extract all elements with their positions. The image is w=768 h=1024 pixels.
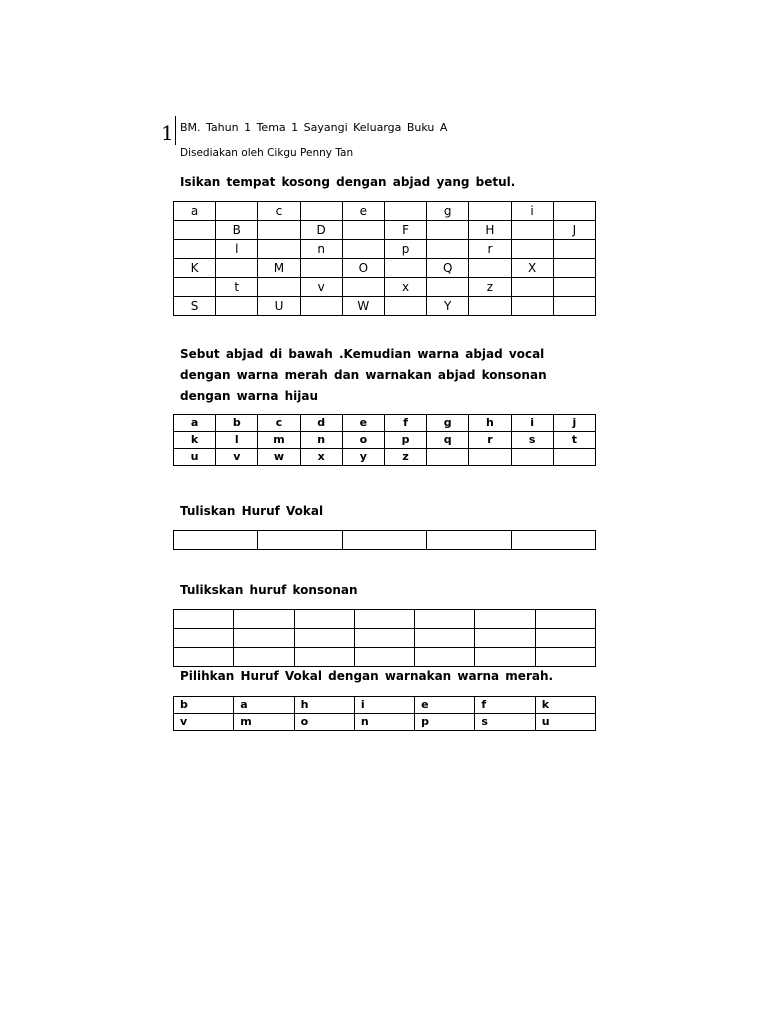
letter-cell: v <box>216 449 258 466</box>
letter-cell: f <box>384 415 426 432</box>
letter-cell <box>427 449 469 466</box>
letter-cell: n <box>300 240 342 259</box>
letter-cell: e <box>415 697 475 714</box>
letter-cell <box>469 202 511 221</box>
letter-cell <box>511 278 553 297</box>
letter-cell: i <box>511 415 553 432</box>
letter-cell: a <box>234 697 294 714</box>
letter-cell <box>300 297 342 316</box>
worksheet-author: Disediakan oleh Cikgu Penny Tan <box>180 147 354 159</box>
letter-cell: o <box>294 714 354 731</box>
letter-cell: K <box>174 259 216 278</box>
letter-cell: u <box>535 714 595 731</box>
table-row <box>174 240 596 259</box>
answer-cell <box>258 531 342 550</box>
alphabet-color-table <box>173 414 596 466</box>
letter-cell: H <box>469 221 511 240</box>
letter-cell: u <box>174 449 216 466</box>
letter-cell: n <box>354 714 414 731</box>
letter-cell <box>384 297 426 316</box>
letter-cell <box>469 259 511 278</box>
letter-cell <box>174 240 216 259</box>
vowel-answer-table <box>173 530 596 550</box>
table-row <box>174 259 596 278</box>
letter-cell <box>216 202 258 221</box>
answer-cell <box>511 531 595 550</box>
letter-cell: e <box>342 415 384 432</box>
letter-cell: Y <box>427 297 469 316</box>
letter-cell: i <box>354 697 414 714</box>
letter-cell: k <box>174 432 216 449</box>
letter-cell: s <box>511 432 553 449</box>
letter-cell: p <box>415 714 475 731</box>
letter-cell: D <box>300 221 342 240</box>
letter-cell: g <box>427 415 469 432</box>
letter-cell: b <box>216 415 258 432</box>
letter-cell: y <box>342 449 384 466</box>
letter-cell: p <box>384 432 426 449</box>
letter-cell: M <box>258 259 300 278</box>
letter-cell: s <box>475 714 535 731</box>
answer-cell <box>234 629 294 648</box>
table-row <box>174 648 596 667</box>
table-row <box>174 278 596 297</box>
letter-cell: r <box>469 240 511 259</box>
letter-cell: r <box>469 432 511 449</box>
letter-cell: l <box>216 240 258 259</box>
letter-cell: e <box>342 202 384 221</box>
letter-cell <box>258 278 300 297</box>
letter-cell: c <box>258 415 300 432</box>
table-row <box>174 432 596 449</box>
answer-cell <box>415 610 475 629</box>
answer-cell <box>354 629 414 648</box>
letter-cell: J <box>553 221 595 240</box>
answer-cell <box>475 648 535 667</box>
table-row <box>174 714 596 731</box>
letter-cell <box>553 278 595 297</box>
letter-cell <box>553 240 595 259</box>
letter-cell <box>384 202 426 221</box>
letter-cell <box>511 221 553 240</box>
letter-cell <box>511 449 553 466</box>
letter-cell: c <box>258 202 300 221</box>
letter-cell: l <box>216 432 258 449</box>
answer-cell <box>475 629 535 648</box>
letter-cell <box>553 259 595 278</box>
letter-cell: S <box>174 297 216 316</box>
answer-cell <box>475 610 535 629</box>
section3-instruction: Tuliskan Huruf Vokal <box>180 504 324 518</box>
page-number: 1 <box>161 121 174 145</box>
table-row <box>174 531 596 550</box>
worksheet-title: BM. Tahun 1 Tema 1 Sayangi Keluarga Buku A <box>180 121 448 134</box>
letter-cell <box>342 278 384 297</box>
letter-cell <box>469 297 511 316</box>
letter-cell <box>553 202 595 221</box>
letter-cell <box>258 240 300 259</box>
section4-instruction: Tulikskan huruf konsonan <box>180 583 358 597</box>
vowel-pick-table <box>173 696 596 731</box>
answer-cell <box>174 629 234 648</box>
letter-cell: h <box>294 697 354 714</box>
letter-cell <box>174 278 216 297</box>
table-row <box>174 415 596 432</box>
letter-cell: i <box>511 202 553 221</box>
section2-instruction: Sebut abjad di bawah .Kemudian warna abjad vocal dengan warna merah dan warnakan abjad konsonan dengan warna hijau <box>180 347 547 403</box>
answer-cell <box>234 610 294 629</box>
letter-cell: g <box>427 202 469 221</box>
letter-cell <box>553 449 595 466</box>
answer-cell <box>294 629 354 648</box>
letter-cell: w <box>258 449 300 466</box>
letter-cell: a <box>174 415 216 432</box>
letter-cell <box>216 297 258 316</box>
answer-cell <box>234 648 294 667</box>
letter-cell: z <box>469 278 511 297</box>
letter-cell <box>384 259 426 278</box>
letter-cell: h <box>469 415 511 432</box>
letter-cell: O <box>342 259 384 278</box>
letter-cell <box>174 221 216 240</box>
answer-cell <box>342 531 426 550</box>
answer-cell <box>535 629 595 648</box>
letter-cell: b <box>174 697 234 714</box>
letter-cell: z <box>384 449 426 466</box>
letter-cell <box>342 221 384 240</box>
letter-cell: v <box>174 714 234 731</box>
letter-cell <box>300 202 342 221</box>
letter-cell <box>469 449 511 466</box>
letter-cell: x <box>300 449 342 466</box>
letter-cell: d <box>300 415 342 432</box>
section1-instruction: Isikan tempat kosong dengan abjad yang betul. <box>180 175 516 189</box>
letter-cell: n <box>300 432 342 449</box>
letter-cell: q <box>427 432 469 449</box>
letter-cell <box>427 278 469 297</box>
table-row <box>174 697 596 714</box>
table-row <box>174 629 596 648</box>
letter-cell <box>427 240 469 259</box>
letter-cell: v <box>300 278 342 297</box>
answer-cell <box>174 648 234 667</box>
fill-in-alphabet-table <box>173 201 596 316</box>
answer-cell <box>535 648 595 667</box>
letter-cell: W <box>342 297 384 316</box>
letter-cell <box>216 259 258 278</box>
letter-cell: o <box>342 432 384 449</box>
header-divider <box>175 116 176 145</box>
table-row <box>174 449 596 466</box>
letter-cell: a <box>174 202 216 221</box>
letter-cell: f <box>475 697 535 714</box>
letter-cell: t <box>216 278 258 297</box>
answer-cell <box>174 531 258 550</box>
letter-cell: m <box>258 432 300 449</box>
letter-cell <box>300 259 342 278</box>
section5-instruction: Pilihkan Huruf Vokal dengan warnakan warna merah. <box>180 669 554 683</box>
letter-cell: k <box>535 697 595 714</box>
answer-cell <box>294 648 354 667</box>
table-row <box>174 221 596 240</box>
letter-cell: Q <box>427 259 469 278</box>
letter-cell <box>427 221 469 240</box>
letter-cell: t <box>553 432 595 449</box>
letter-cell: x <box>384 278 426 297</box>
table-row <box>174 202 596 221</box>
table-row <box>174 610 596 629</box>
answer-cell <box>415 629 475 648</box>
letter-cell: B <box>216 221 258 240</box>
consonant-answer-table <box>173 609 596 667</box>
answer-cell <box>415 648 475 667</box>
letter-cell: F <box>384 221 426 240</box>
letter-cell: U <box>258 297 300 316</box>
letter-cell: p <box>384 240 426 259</box>
letter-cell <box>511 297 553 316</box>
letter-cell: m <box>234 714 294 731</box>
letter-cell <box>553 297 595 316</box>
answer-cell <box>354 648 414 667</box>
answer-cell <box>354 610 414 629</box>
answer-cell <box>535 610 595 629</box>
letter-cell: j <box>553 415 595 432</box>
letter-cell <box>511 240 553 259</box>
answer-cell <box>427 531 511 550</box>
table-row <box>174 297 596 316</box>
letter-cell <box>342 240 384 259</box>
letter-cell <box>258 221 300 240</box>
answer-cell <box>174 610 234 629</box>
answer-cell <box>294 610 354 629</box>
letter-cell: X <box>511 259 553 278</box>
